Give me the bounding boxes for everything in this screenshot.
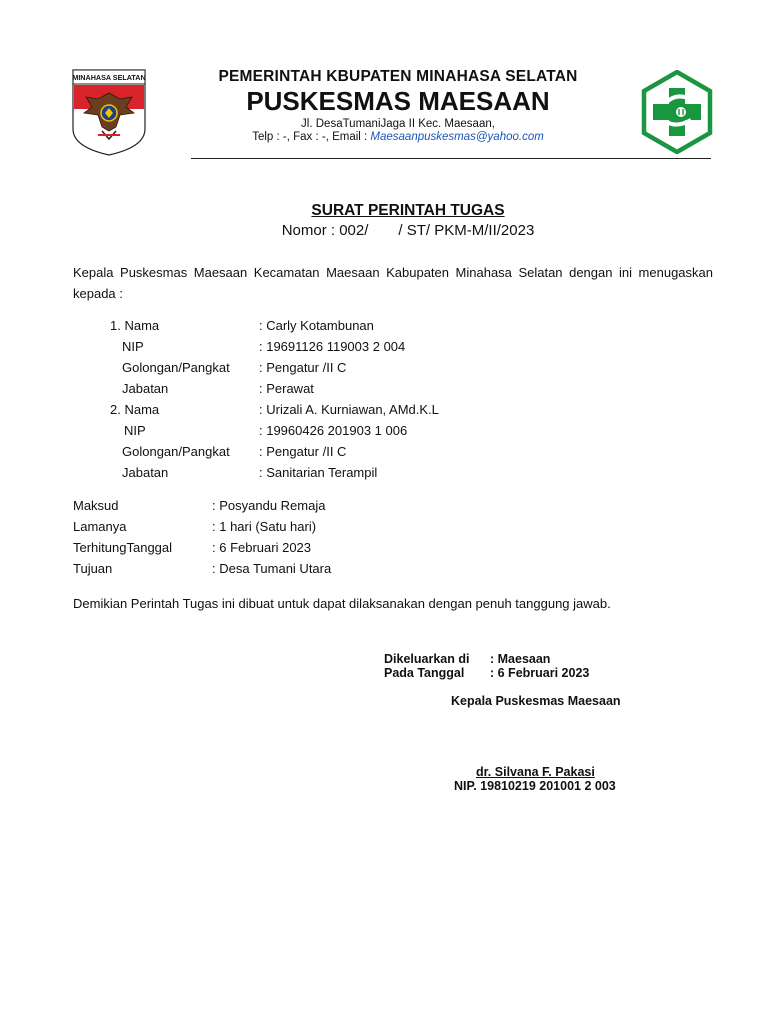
detail-duration-label: Lamanya — [73, 519, 127, 534]
signatory-nip: NIP. 19810219 201001 2 003 — [454, 779, 616, 793]
institution-address: Jl. DesaTumaniJaga II Kec. Maesaan, — [301, 118, 495, 130]
issued-at-value: : Maesaan — [490, 652, 551, 666]
staff-1-nip-value: : 19691126 119003 2 004 — [259, 339, 406, 354]
letterhead-divider — [191, 158, 711, 159]
staff-2-nip-value: : 19960426 201903 1 006 — [259, 423, 408, 438]
staff-1-position-label: Jabatan — [122, 381, 169, 396]
detail-date-value: : 6 Februari 2023 — [212, 540, 312, 555]
email-link[interactable]: Maesaanpuskesmas@yahoo.com — [370, 131, 544, 143]
signatory-name: dr. Silvana F. Pakasi — [476, 765, 595, 779]
issued-at-label: Dikeluarkan di — [384, 652, 470, 666]
staff-1-rank-value: : Pengatur /II C — [259, 360, 347, 375]
issue-date-label: Pada Tanggal — [384, 666, 465, 680]
detail-destination-value: : Desa Tumani Utara — [212, 561, 332, 576]
letter-title: SURAT PERINTAH TUGAS — [311, 202, 505, 219]
staff-2-name-value: : Urizali A. Kurniawan, AMd.K.L — [259, 402, 439, 417]
letter-number-prefix: Nomor : 002/ — [281, 222, 369, 239]
staff-2-name-label: 2. Nama — [110, 402, 160, 417]
staff-2-position-value: : Sanitarian Terampil — [259, 465, 378, 480]
staff-1-name-label: 1. Nama — [110, 318, 160, 333]
intro-paragraph: Kepala Puskesmas Maesaan Kecamatan Maesaan Kabupaten Minahasa Selatan dengan ini menugaskan kepada : — [73, 265, 713, 301]
institution-contact — [0, 131, 768, 143]
detail-purpose-value: : Posyandu Remaja — [212, 498, 326, 513]
crest-label: MINAHASA SELATAN — [72, 73, 146, 82]
government-heading: PEMERINTAH KBUPATEN MINAHASA SELATAN — [218, 68, 578, 85]
staff-2-rank-value: : Pengatur /II C — [259, 444, 347, 459]
letter-number-suffix: / ST/ PKM-M/II/2023 — [398, 222, 535, 239]
staff-2-rank-label: Golongan/Pangkat — [122, 444, 230, 459]
staff-1-rank-label: Golongan/Pangkat — [122, 360, 230, 375]
detail-duration-value: : 1 hari (Satu hari) — [212, 519, 317, 534]
contact-text: Telp : -, Fax : -, Email : — [252, 131, 371, 143]
staff-2-nip-label: NIP — [124, 423, 146, 438]
staff-2-position-label: Jabatan — [122, 465, 169, 480]
closing-paragraph: Demikian Perintah Tugas ini dibuat untuk dapat dilaksanakan dengan penuh tanggung jawab. — [73, 596, 611, 611]
detail-date-label: TerhitungTanggal — [73, 540, 173, 555]
staff-1-nip-label: NIP — [122, 339, 144, 354]
issue-date-value: : 6 Februari 2023 — [490, 666, 590, 680]
institution-name: PUSKESMAS MAESAAN — [246, 86, 550, 116]
detail-purpose-label: Maksud — [73, 498, 119, 513]
staff-1-name-value: : Carly Kotambunan — [259, 318, 374, 333]
staff-1-position-value: : Perawat — [259, 381, 314, 396]
signatory-office: Kepala Puskesmas Maesaan — [451, 694, 621, 708]
letter-number — [0, 222, 768, 239]
detail-destination-label: Tujuan — [73, 561, 113, 576]
